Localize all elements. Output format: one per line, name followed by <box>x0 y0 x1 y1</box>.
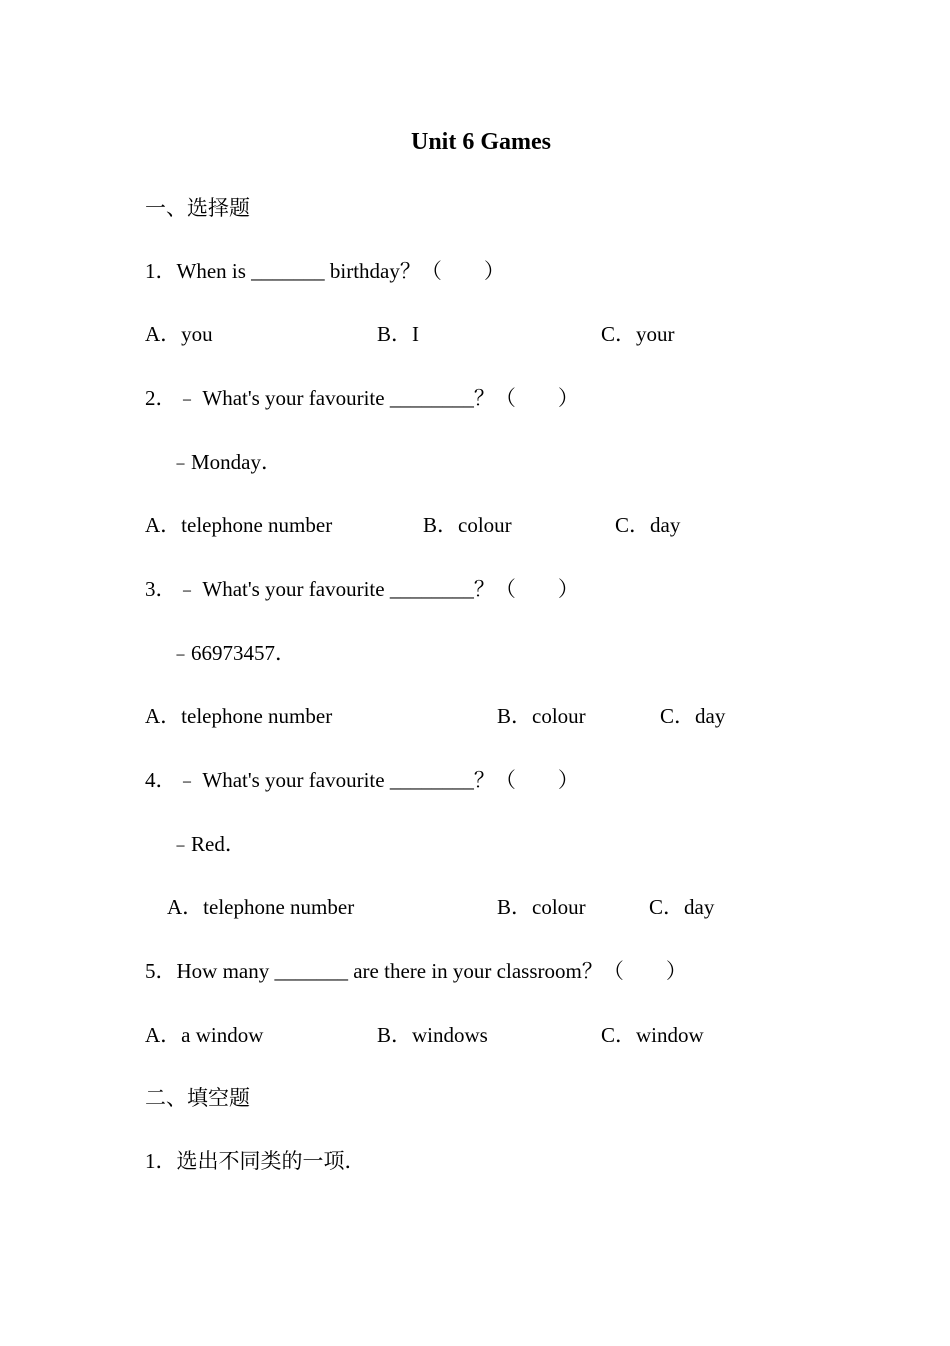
page-title: Unit 6 Games <box>411 129 551 155</box>
question-2-answer: ﹣Monday． <box>170 450 282 474</box>
question-1-option-b: B．I <box>377 322 419 346</box>
question-1-option-c: C．your <box>601 322 675 346</box>
question-5-option-a: A．a window <box>145 1023 264 1047</box>
section-2-question-1-stem: 1．选出不同类的一项． <box>145 1149 366 1173</box>
question-2-option-b: B．colour <box>423 513 512 537</box>
question-3-option-b: B．colour <box>497 704 586 728</box>
question-1-option-a: A．you <box>145 322 213 346</box>
question-2-stem: 2．﹣ What's your favourite ________？（ ） <box>145 386 579 410</box>
section-heading-choice: 一、选择题 <box>145 196 250 220</box>
question-4-stem: 4．﹣ What's your favourite ________？（ ） <box>145 768 579 792</box>
question-3-stem: 3．﹣ What's your favourite ________？（ ） <box>145 577 579 601</box>
section-heading-fill-in: 二、填空题 <box>145 1086 250 1110</box>
question-5-option-c: C．window <box>601 1023 704 1047</box>
question-3-option-c: C．day <box>660 704 726 728</box>
question-5-option-b: B．windows <box>377 1023 488 1047</box>
question-3-answer: ﹣66973457． <box>170 641 296 665</box>
question-4-option-b: B．colour <box>497 895 586 919</box>
question-2-option-c: C．day <box>615 513 681 537</box>
question-3-option-a: A．telephone number <box>145 704 333 728</box>
question-4-option-c: C．day <box>649 895 715 919</box>
question-4-answer: ﹣Red． <box>170 832 246 856</box>
question-4-option-a: A．telephone number <box>167 895 355 919</box>
question-2-option-a: A．telephone number <box>145 513 333 537</box>
question-5-stem: 5．How many _______ are there in your classroom？（ ） <box>145 959 687 983</box>
question-1-stem: 1．When is _______ birthday？（ ） <box>145 259 505 283</box>
